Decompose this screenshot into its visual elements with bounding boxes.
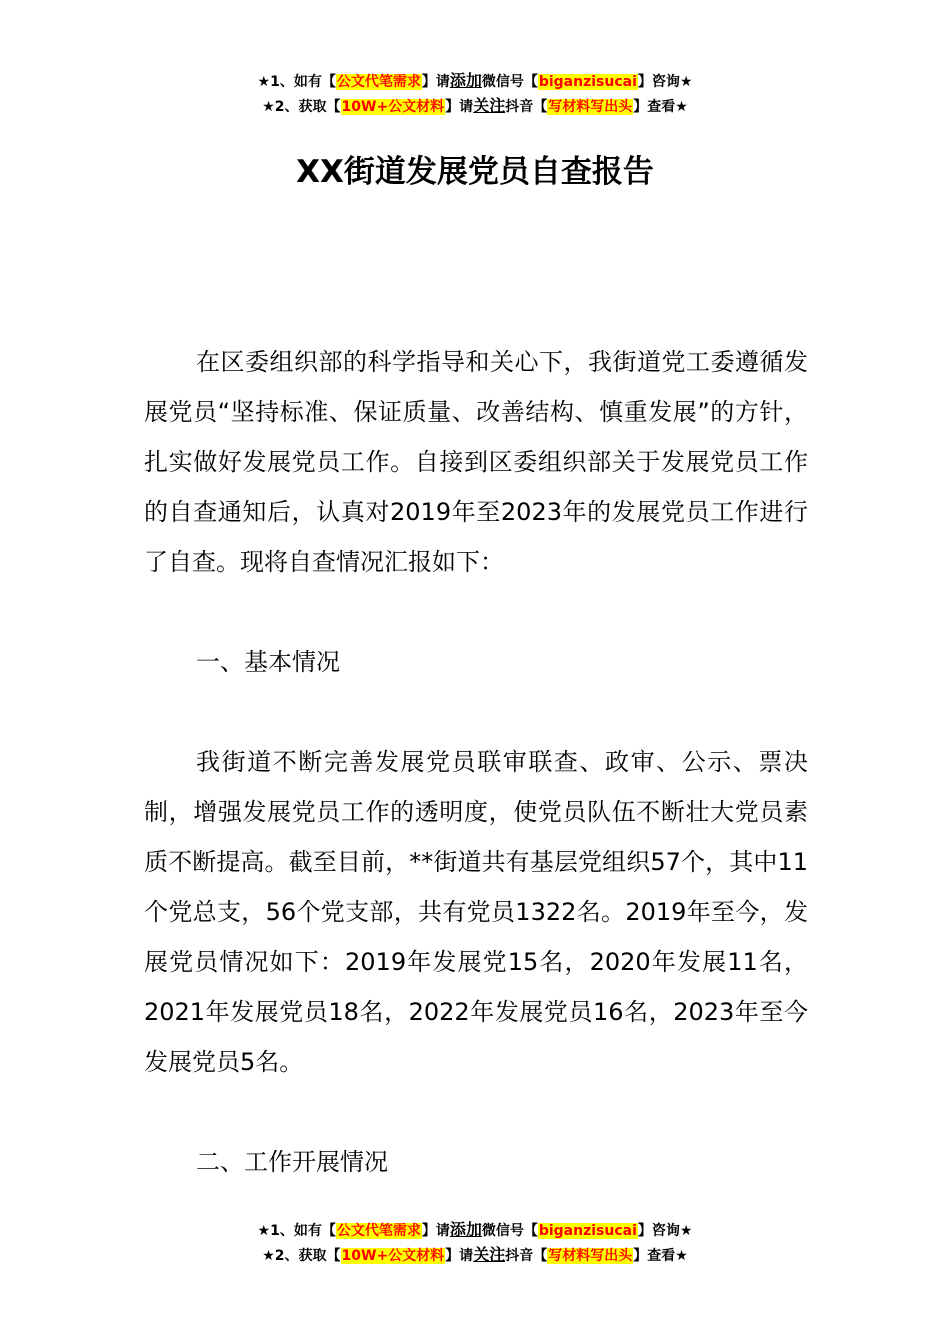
promo-header (0, 69, 950, 119)
document-title: XX街道发展党员自查报告 (296, 154, 654, 190)
section-1-paragraph: 我街道不断完善发展党员联审联查、政审、公示、票决制，增强发展党员工作的透明度，使党员队伍不断壮大党员素质不断提高。截至目前，**街道共有基层党组织57个，其中11个党总支，56个党支部，共有党员1322名。2019年至今，发展党员情况如下：2019年发展党15名，2020年发展11名，2021年发展党员18名，2022年发展党员16名，2023年至今发展党员5名。 (144, 748, 808, 1076)
intro-paragraph: 在区委组织部的科学指导和关心下，我街道党工委遵循发展党员“坚持标准、保证质量、改善结构、慎重发展”的方针，扎实做好发展党员工作。自接到区委组织部关于发展党员工作的自查通知后，认真对2019年至2023年的发展党员工作进行了自查。现将自查情况汇报如下： (144, 348, 808, 576)
section-heading-2: 二、工作开展情况 (196, 1148, 388, 1176)
promo-douyin-name: 写材料写出头 (548, 1248, 633, 1264)
section-heading-1: 一、基本情况 (196, 648, 340, 676)
promo-highlight: 公文代笔需求 (336, 74, 421, 90)
promo-line-1: ★1、如有【公文代笔需求】请添加微信号【biganzisucai】咨询★ (257, 1220, 693, 1239)
promo-line-1: ★1、如有【公文代笔需求】请添加微信号【biganzisucai】咨询★ (257, 71, 693, 90)
promo-douyin-name: 写材料写出头 (548, 99, 633, 115)
promo-line-2: ★2、获取【10W+公文材料】请关注抖音【写材料写出头】查看★ (262, 96, 688, 115)
promo-highlight: 公文代笔需求 (336, 1223, 421, 1239)
promo-highlight: 10W+公文材料 (341, 1248, 445, 1264)
promo-wechat-id: biganzisucai (538, 74, 637, 90)
promo-wechat-id: biganzisucai (538, 1223, 637, 1239)
document-body (144, 337, 808, 1187)
promo-footer (0, 1218, 950, 1268)
promo-line-2: ★2、获取【10W+公文材料】请关注抖音【写材料写出头】查看★ (262, 1245, 688, 1264)
promo-highlight: 10W+公文材料 (341, 99, 445, 115)
